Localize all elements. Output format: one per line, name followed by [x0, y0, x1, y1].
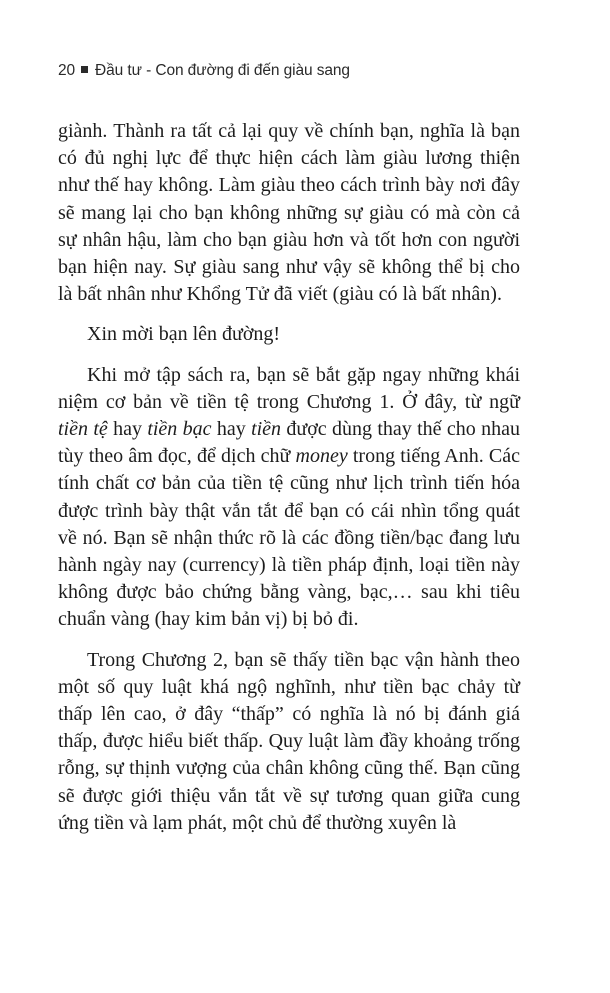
- text-segment: Xin mời bạn lên đường!: [87, 323, 281, 346]
- text-segment: trong tiếng Anh. Các tính chất cơ bản của tiền tệ cũng như lịch trình tiến hóa được trình bày thật vắn tắt để bạn có cái nhìn tổng quát về nó. Bạn sẽ nhận thức rõ là các đồng tiền/bạc đang lưu hành ngày nay (currency) là tiền pháp định, loại tiền này không được bảo chứng bằng vàng, bạc,… sau khi tiêu chuẩn vàng (hay kim bản vị) bị bỏ đi.: [58, 445, 521, 631]
- text-segment: giành. Thành ra tất cả lại quy về chính bạn, nghĩa là bạn có đủ nghị lực để thực hiện cách làm giàu lương thiện như thế hay không. Làm giàu theo cách trình bày nơi đây sẽ mang lại cho bạn không những sự giàu có mà còn cả sự nhân hậu, làm cho bạn giàu hơn và tốt hơn con người bạn hiện nay. Sự giàu sang như vậy sẽ không thể bị cho là bất nhân như Khổng Tử đã viết (giàu có là bất nhân).: [58, 120, 520, 306]
- text-segment: Khi mở tập sách ra, bạn sẽ bắt gặp ngay những khái niệm cơ bản về tiền tệ trong Chương 1. Ở đây, từ ngữ: [58, 363, 520, 413]
- text-segment: hay: [211, 418, 252, 441]
- paragraph: [58, 647, 520, 837]
- italic-term: tiền tệ: [58, 418, 108, 441]
- paragraph: [58, 118, 520, 308]
- paragraph: [58, 321, 520, 348]
- italic-term: tiền: [251, 418, 282, 441]
- running-header: [58, 62, 350, 80]
- square-separator-icon: [81, 66, 88, 73]
- italic-term: tiền bạc: [147, 418, 212, 441]
- book-title: Đầu tư - Con đường đi đến giàu sang: [95, 62, 350, 79]
- text-segment: Trong Chương 2, bạn sẽ thấy tiền bạc vận hành theo một số quy luật khá ngộ nghĩnh, như tiền bạc chảy từ thấp lên cao, ở đây “thấp” có nghĩa là nó bị đánh giá thấp, được hiểu biết thấp. Quy luật làm đầy khoảng trống rỗng, sự thịnh vượng của chân không cũng thế. Bạn cũng sẽ được giới thiệu vắn tắt về sự tương quan giữa cung ứng tiền và lạm phát, một chủ để thường xuyên là: [58, 648, 520, 834]
- body-text: [58, 118, 520, 850]
- italic-term: money: [295, 445, 348, 468]
- text-segment: hay: [107, 418, 148, 441]
- page-number: 20: [58, 62, 76, 79]
- paragraph: [58, 362, 520, 634]
- text-segment: được dùng thay thế cho nhau tùy theo âm đọc, để dịch chữ: [58, 418, 520, 468]
